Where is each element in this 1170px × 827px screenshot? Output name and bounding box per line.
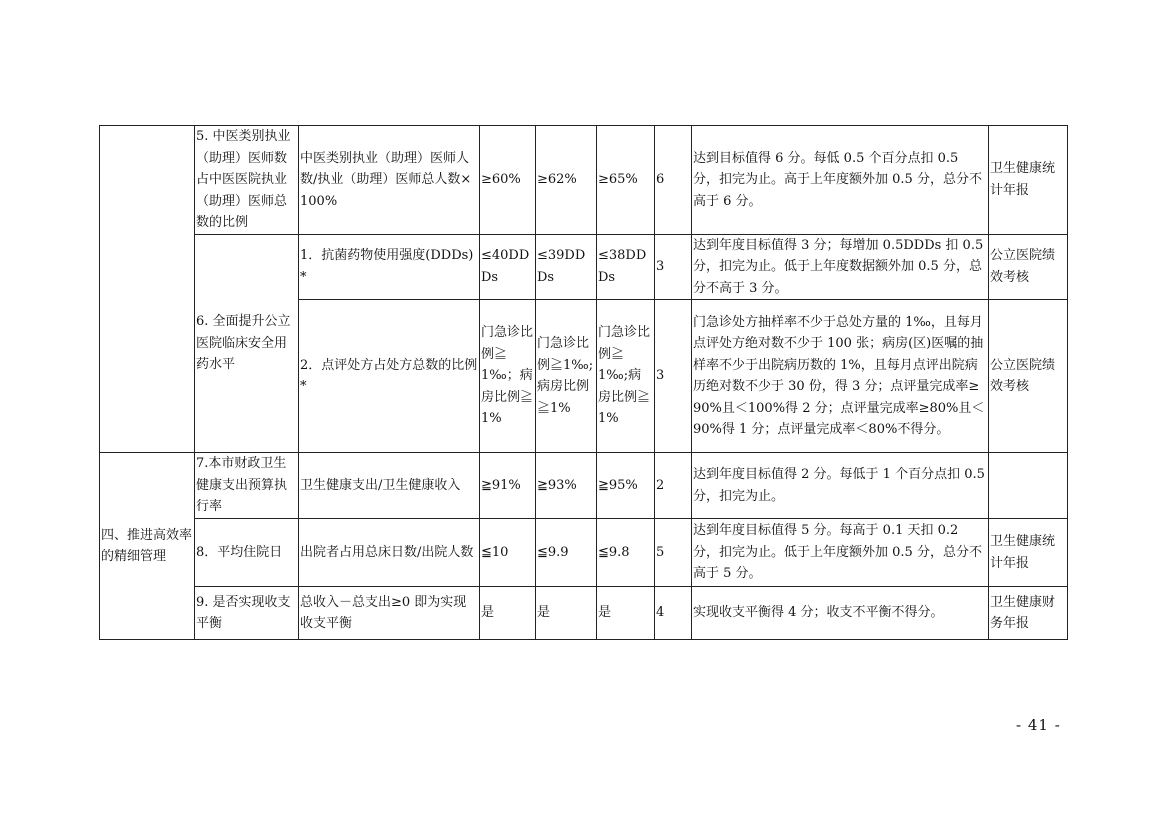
rule-cell: 达到年度目标值得 3 分；每增加 0.5DDDs 扣 0.5 分，扣完为止。低于上年度数据额外加 0.5 分，总分不高于 3 分。 (692, 234, 989, 300)
indicator-cell: 8．平均住院日 (195, 519, 299, 587)
formula-cell: 中医类别执业（助理）医师人数/执业（助理）医师总人数×100% (299, 126, 480, 235)
rule-cell: 达到目标值得 6 分。每低 0.5 个百分点扣 0.5 分，扣完为止。高于上年度额外加 0.5 分，总分不高于 6 分。 (692, 126, 989, 235)
score-cell: 4 (655, 587, 692, 640)
target-cell: ≧93% (536, 453, 597, 519)
table-row (100, 587, 1068, 640)
target-cell: ≥60% (480, 126, 536, 235)
target-cell: ≤40DDDs (480, 234, 536, 300)
target-cell: ≤38DDDs (597, 234, 655, 300)
target-cell: ≦9.9 (536, 519, 597, 587)
target-cell: ≧95% (597, 453, 655, 519)
target-cell: 是 (480, 587, 536, 640)
formula-cell: 卫生健康支出/卫生健康收入 (299, 453, 480, 519)
target-cell: 是 (536, 587, 597, 640)
source-cell: 卫生健康统计年报 (989, 126, 1068, 235)
source-cell: 卫生健康财务年报 (989, 587, 1068, 640)
page-number: - 41 - (1016, 716, 1061, 734)
category-cell (100, 126, 195, 453)
table-row (100, 453, 1068, 519)
rule-cell: 实现收支平衡得 4 分；收支不平衡不得分。 (692, 587, 989, 640)
target-cell: 门急诊比例≧1‰;病房比例≧1% (597, 300, 655, 453)
source-cell: 公立医院绩效考核 (989, 234, 1068, 300)
rule-cell: 门急诊处方抽样率不少于总处方量的 1‰，且每月点评处方绝对数不少于 100 张；病房(区)医嘱的抽样率不少于出院病历数的 1%，且每月点评出院病历绝对数不少于 30 份，得 3 分；点评量完成率≥90%且＜100%得 2 分；点评量完成率≥80%且＜90%得 1 分；点评量完成率＜80%不得分。 (692, 300, 989, 453)
target-cell: ≥62% (536, 126, 597, 235)
target-cell: 门急诊比例≧1‰;病房比例≧1% (536, 300, 597, 453)
score-cell: 3 (655, 234, 692, 300)
indicator-table (99, 125, 1068, 640)
target-cell: ≧91% (480, 453, 536, 519)
target-cell: ≥65% (597, 126, 655, 235)
category-cell: 四、推进高效率的精细管理 (100, 453, 195, 640)
rule-cell: 达到年度目标值得 5 分。每高于 0.1 天扣 0.2 分，扣完为止。低于上年度额外加 0.5 分，总分不高于 5 分。 (692, 519, 989, 587)
table-row (100, 234, 1068, 300)
source-cell: 公立医院绩效考核 (989, 300, 1068, 453)
indicator-cell: 9. 是否实现收支平衡 (195, 587, 299, 640)
indicator-cell: 6. 全面提升公立医院临床安全用药水平 (195, 234, 299, 453)
target-cell: ≦9.8 (597, 519, 655, 587)
target-cell: ≦10 (480, 519, 536, 587)
indicator-cell: 7.本市财政卫生健康支出预算执行率 (195, 453, 299, 519)
score-cell: 3 (655, 300, 692, 453)
target-cell: 是 (597, 587, 655, 640)
rule-cell: 达到年度目标值得 2 分。每低于 1 个百分点扣 0.5 分，扣完为止。 (692, 453, 989, 519)
score-cell: 6 (655, 126, 692, 235)
formula-cell: 总收入－总支出≥0 即为实现收支平衡 (299, 587, 480, 640)
source-cell (989, 453, 1068, 519)
formula-cell: 1．抗菌药物使用强度(DDDs)* (299, 234, 480, 300)
formula-cell: 出院者占用总床日数/出院人数 (299, 519, 480, 587)
indicator-cell: 5. 中医类别执业（助理）医师数占中医医院执业（助理）医师总数的比例 (195, 126, 299, 235)
table-row (100, 126, 1068, 235)
score-cell: 5 (655, 519, 692, 587)
score-cell: 2 (655, 453, 692, 519)
formula-cell: 2．点评处方占处方总数的比例* (299, 300, 480, 453)
source-cell: 卫生健康统计年报 (989, 519, 1068, 587)
target-cell: ≤39DDDs (536, 234, 597, 300)
target-cell: 门急诊比例≧1‰；病房比例≧1% (480, 300, 536, 453)
table-row (100, 519, 1068, 587)
